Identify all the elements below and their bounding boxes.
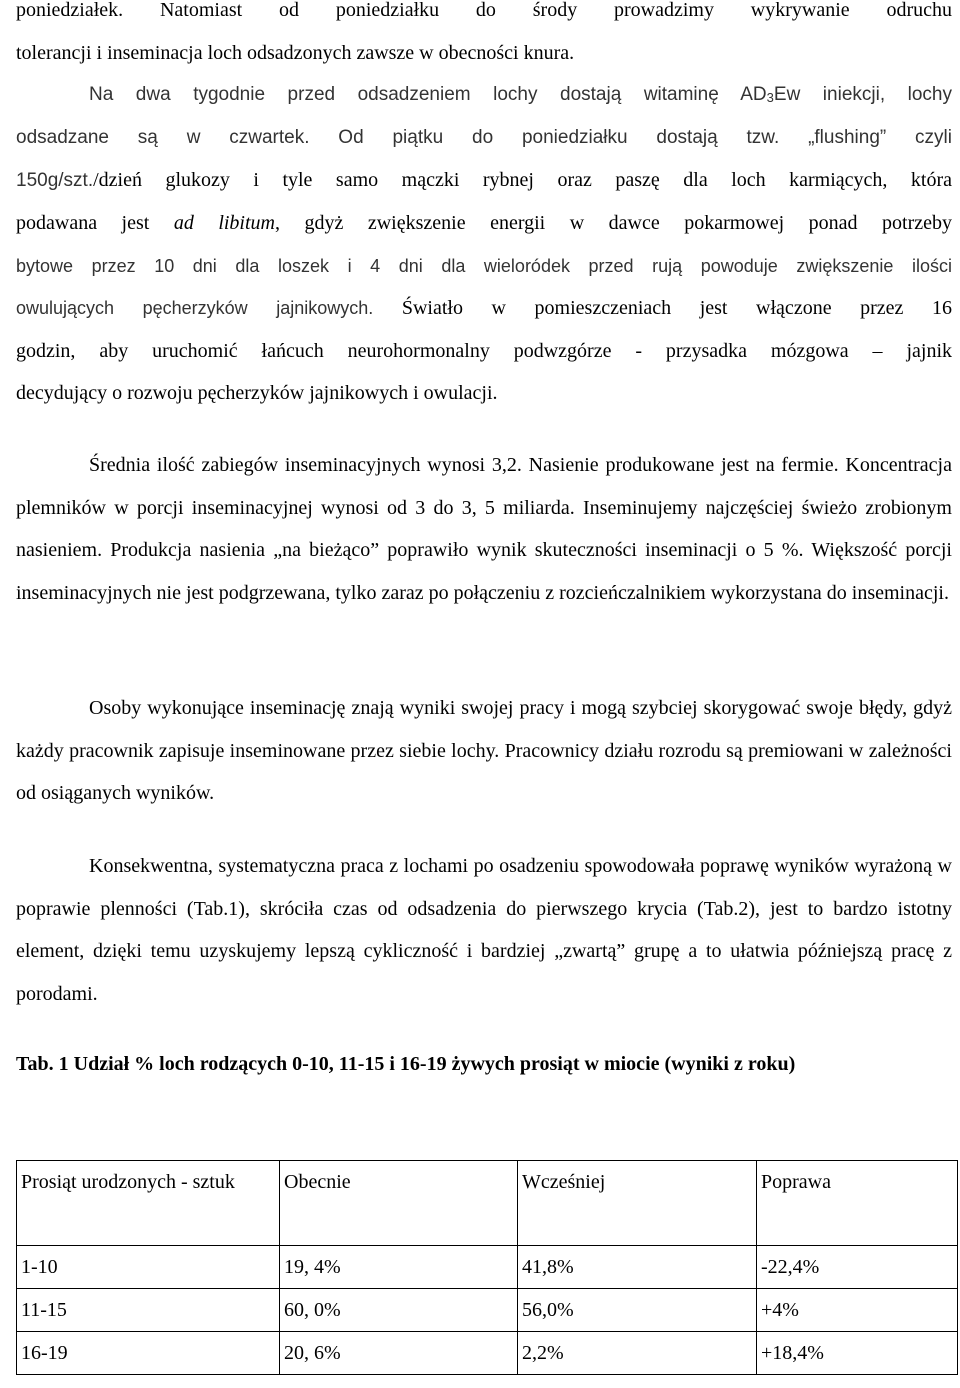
text-line: tolerancji i inseminacja loch odsadzonych zawsze w obecności knura. [16, 41, 575, 64]
subscript: 3 [766, 90, 774, 106]
text-segment: /dzień glukozy i tyle samo mączki rybnej oraz paszę dla loch karmiących, która [93, 169, 952, 192]
table-cell: 20, 6% [280, 1332, 518, 1375]
table-cell: 1-10 [17, 1246, 280, 1289]
paragraph-staff: Osoby wykonujące inseminację znają wyniki swojej pracy i mogą szybciej skorygować swoje błędy, gdyż każdy pracownik zapisuje inseminowane przez siebie lochy. Pracownicy działu rozrodu są premiowani w zależności od osiąganych wyników. [16, 697, 952, 805]
text-line [16, 159, 952, 202]
paragraph-feeding [16, 0, 952, 415]
table-cell: 19, 4% [280, 1246, 518, 1289]
table-cell: 2,2% [518, 1332, 757, 1375]
text-segment: podawana jest [16, 211, 174, 234]
text-line: poniedziałek. Natomiast od poniedziałku do środy prowadzimy wykrywanie odruchu [16, 0, 952, 21]
table-row [17, 1246, 958, 1289]
table-cell: 56,0% [518, 1289, 757, 1332]
text-segment: Średnia ilość zabiegów inseminacyjnych wynosi 3,2. Nasienie produkowane jest na fermie. Koncentracja plemników w porcji inseminacyjnej wynosi od 3 do 3, 5 miliarda. Inseminujemy najczęściej świeżo zrobionym nasieniem. Produkcja nasienia „na bieżąco” poprawiło wynik skuteczności inseminacji o 5 %. [16, 454, 952, 562]
table-header-cell: Poprawa [757, 1161, 958, 1246]
table-header-cell: Prosiąt urodzonych - sztuk [17, 1161, 280, 1246]
text-segment: owulujących pęcherzyków jajnikowych. [16, 298, 402, 319]
table-cell: -22,4% [757, 1246, 958, 1289]
text-line: godzin, aby uruchomić łańcuch neurohormonalny podwzgórze - przysadka mózgowa – jajnik [16, 339, 952, 362]
table-row [17, 1332, 958, 1375]
table-header-row [17, 1161, 958, 1246]
table-header-cell: Wcześniej [518, 1161, 757, 1246]
text-line [16, 202, 952, 245]
results-table [16, 1160, 958, 1375]
table-cell: 11-15 [17, 1289, 280, 1332]
table-cell: +18,4% [757, 1332, 958, 1375]
text-line: bytowe przez 10 dni dla loszek i 4 dni dla wieloródek przed rują powoduje zwiększenie ilości [16, 255, 952, 276]
table-caption: Tab. 1 Udział % loch rodzących 0-10, 11-15 i 16-19 żywych prosiąt w miocie (wyniki z roku) [16, 1053, 796, 1075]
table-cell: 60, 0% [280, 1289, 518, 1332]
text-segment: , gdyż zwiększenie energii w dawce pokarmowej ponad potrzeby [275, 211, 953, 234]
table-cell: 16-19 [17, 1332, 280, 1375]
italic-text: ad libitum [173, 211, 275, 234]
paragraph-insemination [16, 444, 952, 614]
text-segment: Ew iniekcji, lochy [773, 84, 952, 106]
table-cell: +4% [757, 1289, 958, 1332]
text-segment: Większość porcji inseminacyjnych nie jest podgrzewana, tylko zaraz po połączeniu z rozcieńczalnikiem wykorzystana do inseminacji. [16, 539, 952, 604]
text-segment: Na dwa tygodnie przed odsadzeniem lochy dostają witaminę AD [89, 84, 767, 106]
text-segment: 150g/szt. [16, 170, 94, 192]
text-segment: Światło w pomieszczeniach jest włączone przez 16 [401, 297, 952, 320]
text-line [16, 287, 952, 330]
table-header-cell: Obecnie [280, 1161, 518, 1246]
table-row [17, 1289, 958, 1332]
text-line: odsadzane są w czwartek. Od piątku do poniedziałku dostają tzw. „flushing” czyli [16, 126, 952, 148]
text-line [16, 74, 952, 117]
paragraph-results: Konsekwentna, systematyczna praca z lochami po osadzeniu spowodowała poprawę wyników wyrażoną w poprawie plenności (Tab.1), skróciła czas od odsadzenia do pierwszego krycia (Tab.2), jest to bardzo istotny element, dzięki temu uzyskujemy lepszą cykliczność i bardziej „zwartą” grupę a to ułatwia późniejszą pracę z porodami. [16, 855, 952, 1005]
table-cell: 41,8% [518, 1246, 757, 1289]
text-line: decydujący o rozwoju pęcherzyków jajnikowych i owulacji. [16, 382, 498, 405]
